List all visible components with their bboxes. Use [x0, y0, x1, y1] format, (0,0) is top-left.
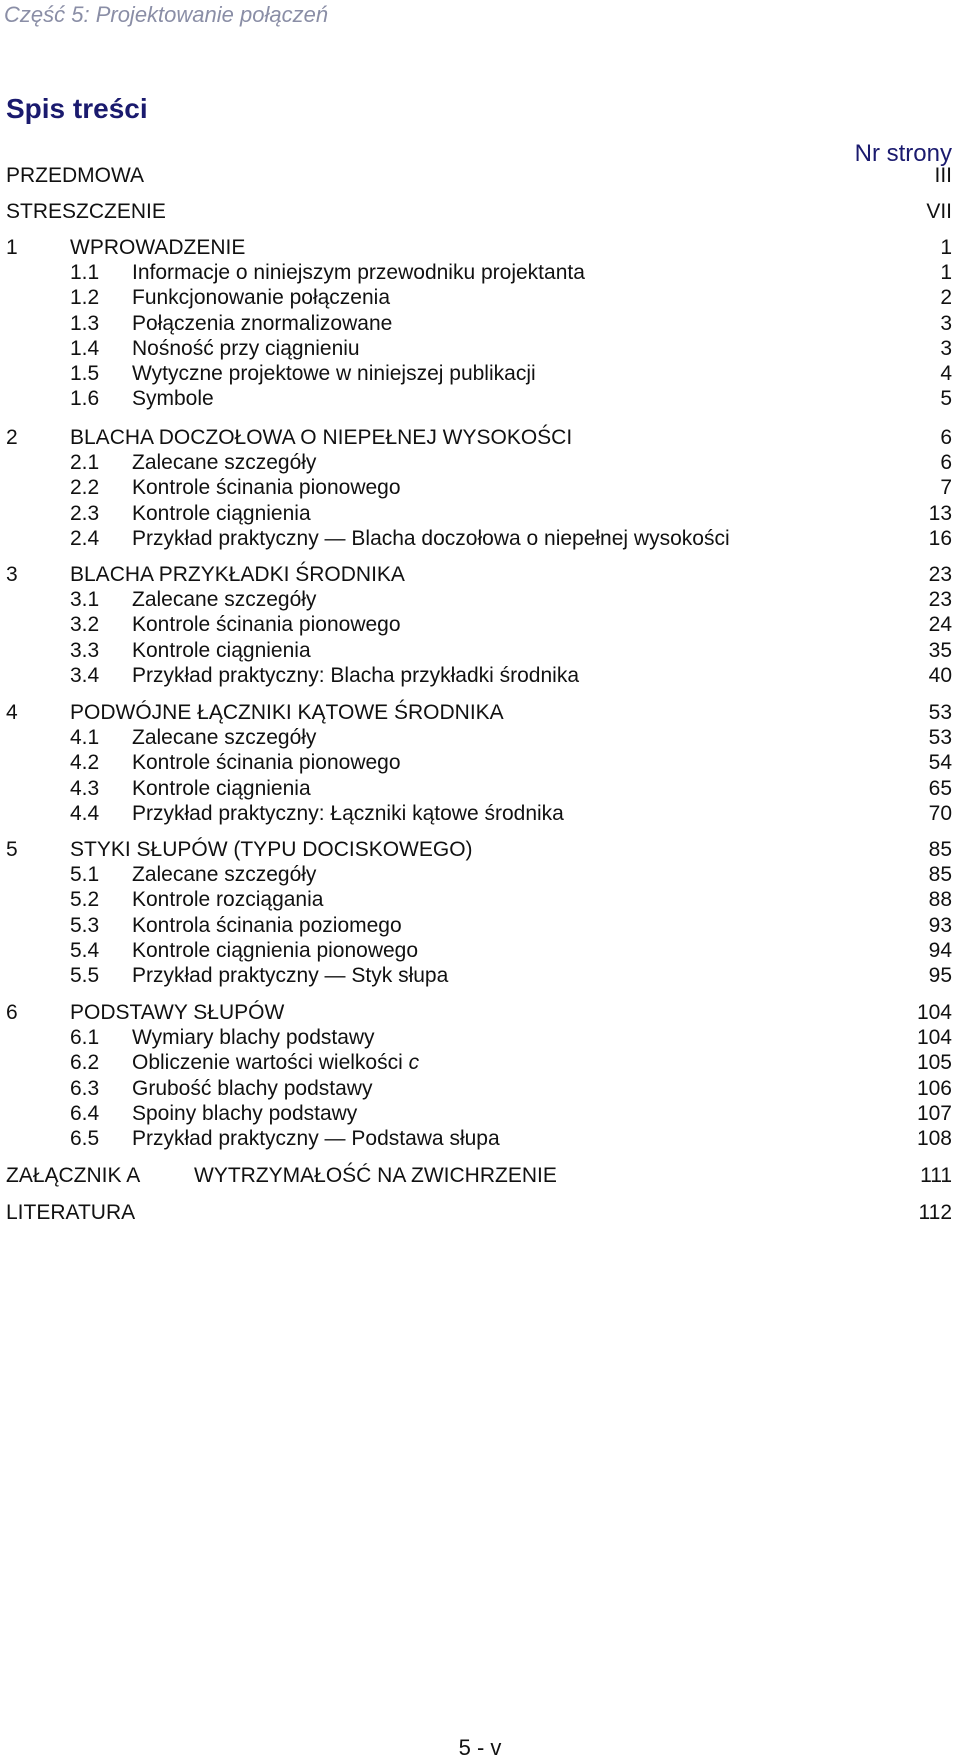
toc-section-title-text: Nośność przy ciągnieniu	[132, 337, 360, 360]
toc-section-title	[132, 360, 536, 388]
toc-section-title-text: Grubość blachy podstawy	[132, 1077, 373, 1100]
toc-section-page: 104	[916, 1026, 952, 1049]
toc-entry-page: 112	[918, 1201, 952, 1224]
toc-chapter-number: 5	[6, 838, 18, 861]
toc-chapter-title: PODSTAWY SŁUPÓW	[70, 1001, 285, 1024]
toc-section-title-symbol: c	[408, 1051, 420, 1074]
toc-section-title-text: Przykład praktyczny: Łączniki kątowe środnika	[132, 802, 564, 825]
toc-section-page: 70	[928, 802, 952, 825]
toc-section-1-1	[6, 259, 952, 287]
toc-section-3-2	[6, 611, 952, 639]
toc-entry-summary	[6, 198, 952, 226]
toc-entry-text: STRESZCZENIE	[6, 200, 166, 223]
toc-section-title	[132, 1075, 372, 1103]
toc-section-title	[132, 586, 316, 614]
toc-section-page: 6	[940, 451, 952, 474]
toc-section-page: 85	[928, 863, 952, 886]
toc-entry-appendix	[6, 1162, 952, 1190]
toc-section-page: 105	[916, 1051, 952, 1074]
toc-chapter-number: 1	[6, 236, 18, 259]
toc-entry-references	[6, 1199, 952, 1227]
toc-chapter-title: BLACHA DOCZOŁOWA O NIEPEŁNEJ WYSOKOŚCI	[70, 426, 573, 449]
toc-section-number: 6.2	[70, 1051, 100, 1074]
toc-section-title	[132, 724, 316, 752]
toc-section-page: 7	[940, 476, 952, 499]
toc-section-1-6	[6, 385, 952, 413]
toc-entry-preface	[6, 162, 952, 190]
page-column-label: Nr strony	[854, 140, 952, 167]
toc-section-6-2	[6, 1049, 952, 1077]
toc-section-title	[132, 500, 311, 528]
toc-section-title	[132, 800, 564, 828]
toc-section-number: 3.3	[70, 639, 100, 662]
toc-section-title	[132, 637, 311, 665]
toc-section-title-text: Obliczenie wartości wielkości	[132, 1051, 409, 1074]
toc-section-number: 3.1	[70, 588, 100, 611]
toc-section-2-1	[6, 449, 952, 477]
toc-section-title-text: Przykład praktyczny — Styk słupa	[132, 964, 449, 987]
toc-entry-page: VII	[926, 200, 952, 223]
toc-chapter-3	[6, 561, 952, 589]
toc-section-page: 35	[928, 639, 952, 662]
toc-section-5-2	[6, 886, 952, 914]
toc-chapter-title: WPROWADZENIE	[70, 236, 246, 259]
toc-section-title-text: Kontrole rozciągania	[132, 888, 324, 911]
toc-section-number: 4.1	[70, 726, 100, 749]
toc-section-page: 54	[928, 751, 952, 774]
toc-section-4-3	[6, 775, 952, 803]
toc-chapter-number: 4	[6, 701, 18, 724]
toc-section-title	[132, 1049, 419, 1077]
toc-section-number: 6.1	[70, 1026, 100, 1049]
toc-section-page: 4	[940, 362, 952, 385]
toc-section-page: 2	[940, 286, 952, 309]
toc-section-title	[132, 912, 402, 940]
toc-section-page: 53	[928, 726, 952, 749]
toc-section-5-4	[6, 937, 952, 965]
toc-section-page: 3	[940, 312, 952, 335]
toc-section-number: 1.3	[70, 312, 100, 335]
toc-section-number: 5.2	[70, 888, 100, 911]
toc-section-number: 4.2	[70, 751, 100, 774]
toc-section-page: 93	[928, 914, 952, 937]
toc-entry-text: PRZEDMOWA	[6, 164, 145, 187]
toc-chapter-title: STYKI SŁUPÓW (TYPU DOCISKOWEGO)	[70, 838, 473, 861]
toc-section-2-2	[6, 474, 952, 502]
toc-section-page: 40	[928, 664, 952, 687]
toc-section-page: 108	[916, 1127, 952, 1150]
toc-section-title-text: Symbole	[132, 387, 214, 410]
toc-chapter-title: PODWÓJNE ŁĄCZNIKI KĄTOWE ŚRODNIKA	[70, 701, 504, 724]
page-number: 5 - v	[458, 1735, 502, 1760]
toc-section-title	[132, 335, 360, 363]
toc-chapter-2	[6, 424, 952, 452]
toc-section-1-4	[6, 335, 952, 363]
toc-section-title-text: Zalecane szczegóły	[132, 451, 317, 474]
toc-entry-text: LITERATURA	[6, 1201, 136, 1224]
toc-section-page: 5	[940, 387, 952, 410]
toc-section-number: 5.1	[70, 863, 100, 886]
toc-section-title	[132, 310, 392, 338]
toc-section-6-1	[6, 1024, 952, 1052]
toc-section-title	[132, 1024, 375, 1052]
toc-chapter-number: 6	[6, 1001, 18, 1024]
toc-chapter-page: 6	[940, 426, 952, 449]
toc-section-number: 6.4	[70, 1102, 100, 1125]
toc-section-number: 1.4	[70, 337, 100, 360]
toc-section-number: 1.5	[70, 362, 100, 385]
toc-section-page: 23	[928, 588, 952, 611]
toc-section-title	[132, 749, 401, 777]
toc-section-title-text: Kontrole ciągnienia	[132, 502, 311, 525]
toc-chapter-6	[6, 999, 952, 1027]
toc-chapter-5	[6, 836, 952, 864]
toc-chapter-number: 2	[6, 426, 18, 449]
toc-section-page: 106	[916, 1077, 952, 1100]
toc-section-title-text: Kontrole ścinania pionowego	[132, 613, 401, 636]
toc-section-number: 3.4	[70, 664, 100, 687]
toc-chapter-title: BLACHA PRZYKŁADKI ŚRODNIKA	[70, 563, 405, 586]
toc-section-title	[132, 284, 390, 312]
toc-section-page: 107	[916, 1102, 952, 1125]
toc-section-number: 6.3	[70, 1077, 100, 1100]
toc-section-page: 94	[928, 939, 952, 962]
page-title: Spis treści	[6, 93, 148, 124]
toc-chapter-page: 23	[928, 563, 952, 586]
toc-chapter-page: 85	[928, 838, 952, 861]
toc-section-number: 5.3	[70, 914, 100, 937]
toc-section-title	[132, 861, 316, 889]
running-header: Część 5: Projektowanie połączeń	[4, 2, 329, 27]
toc-section-title	[132, 962, 448, 990]
toc-section-title-text: Informacje o niniejszym przewodniku projektanta	[132, 261, 585, 284]
toc-section-number: 1.6	[70, 387, 100, 410]
toc-section-title	[132, 775, 311, 803]
toc-section-number: 4.3	[70, 777, 100, 800]
toc-section-page: 88	[928, 888, 952, 911]
toc-section-title	[132, 886, 323, 914]
toc-section-title	[132, 1100, 357, 1128]
toc-section-number: 4.4	[70, 802, 100, 825]
toc-section-number: 5.5	[70, 964, 100, 987]
toc-section-title-text: Zalecane szczegóły	[132, 726, 317, 749]
toc-section-title-text: Zalecane szczegóły	[132, 588, 317, 611]
toc-section-number: 1.2	[70, 286, 100, 309]
toc-section-title-text: Przykład praktyczny — Blacha doczołowa o niepełnej wysokości	[132, 527, 730, 550]
toc-section-number: 5.4	[70, 939, 100, 962]
toc-section-title	[132, 259, 585, 287]
toc-section-page: 1	[940, 261, 952, 284]
toc-section-title-text: Wymiary blachy podstawy	[132, 1026, 375, 1049]
toc-chapter-4	[6, 699, 952, 727]
toc-section-title	[132, 449, 316, 477]
toc-appendix-title: WYTRZYMAŁOŚĆ NA ZWICHRZENIE	[194, 1164, 557, 1187]
toc-section-3-3	[6, 637, 952, 665]
toc-chapter-1	[6, 234, 952, 262]
toc-section-page: 16	[928, 527, 952, 550]
toc-section-title-text: Spoiny blachy podstawy	[132, 1102, 358, 1125]
toc-section-2-3	[6, 500, 952, 528]
toc-entry-page: III	[934, 164, 952, 187]
toc-appendix-page: 111	[920, 1164, 952, 1187]
toc-chapter-page: 1	[940, 236, 952, 259]
toc-section-number: 2.1	[70, 451, 100, 474]
toc-section-title	[132, 937, 418, 965]
toc-section-page: 13	[928, 502, 952, 525]
toc-section-2-4	[6, 525, 952, 553]
toc-section-5-5	[6, 962, 952, 990]
toc-section-title	[132, 525, 730, 553]
toc-section-title-text: Kontrola ścinania poziomego	[132, 914, 402, 937]
toc-section-5-3	[6, 912, 952, 940]
toc-section-title-text: Funkcjonowanie połączenia	[132, 286, 390, 309]
toc-section-title	[132, 611, 401, 639]
toc-chapter-page: 53	[928, 701, 952, 724]
toc-section-title-text: Kontrole ścinania pionowego	[132, 751, 401, 774]
toc-section-number: 6.5	[70, 1127, 100, 1150]
toc-chapter-number: 3	[6, 563, 18, 586]
toc-section-title-text: Połączenia znormalizowane	[132, 312, 393, 335]
toc-section-number: 2.3	[70, 502, 100, 525]
toc-section-title	[132, 385, 214, 413]
toc-section-6-5	[6, 1125, 952, 1153]
toc-section-number: 2.2	[70, 476, 100, 499]
toc-section-title-text: Kontrole ciągnienia pionowego	[132, 939, 419, 962]
toc-section-title-text: Przykład praktyczny — Podstawa słupa	[132, 1127, 500, 1150]
toc-section-page: 24	[928, 613, 952, 636]
toc-section-1-2	[6, 284, 952, 312]
toc-section-title-text: Wytyczne projektowe w niniejszej publikacji	[132, 362, 536, 385]
toc-section-page: 95	[928, 964, 952, 987]
toc-section-title-text: Przykład praktyczny: Blacha przykładki środnika	[132, 664, 580, 687]
toc-section-title	[132, 662, 579, 690]
toc-section-4-4	[6, 800, 952, 828]
toc-section-1-5	[6, 360, 952, 388]
toc-section-number: 1.1	[70, 261, 100, 284]
toc-section-6-3	[6, 1075, 952, 1103]
toc-section-4-1	[6, 724, 952, 752]
toc-section-title-text: Kontrole ciągnienia	[132, 639, 311, 662]
toc-appendix-label: ZAŁĄCZNIK A	[6, 1164, 141, 1187]
toc-section-title-text: Kontrole ciągnienia	[132, 777, 311, 800]
toc-section-4-2	[6, 749, 952, 777]
toc-section-number: 3.2	[70, 613, 100, 636]
toc-section-1-3	[6, 310, 952, 338]
toc-section-title	[132, 474, 401, 502]
toc-section-page: 65	[928, 777, 952, 800]
toc-section-title-text: Zalecane szczegóły	[132, 863, 317, 886]
toc-section-number: 2.4	[70, 527, 100, 550]
toc-section-3-1	[6, 586, 952, 614]
toc-section-title	[132, 1125, 500, 1153]
toc-section-6-4	[6, 1100, 952, 1128]
toc-section-5-1	[6, 861, 952, 889]
toc-section-title-text: Kontrole ścinania pionowego	[132, 476, 401, 499]
toc-chapter-page: 104	[916, 1001, 952, 1024]
toc-section-page: 3	[940, 337, 952, 360]
toc-section-3-4	[6, 662, 952, 690]
